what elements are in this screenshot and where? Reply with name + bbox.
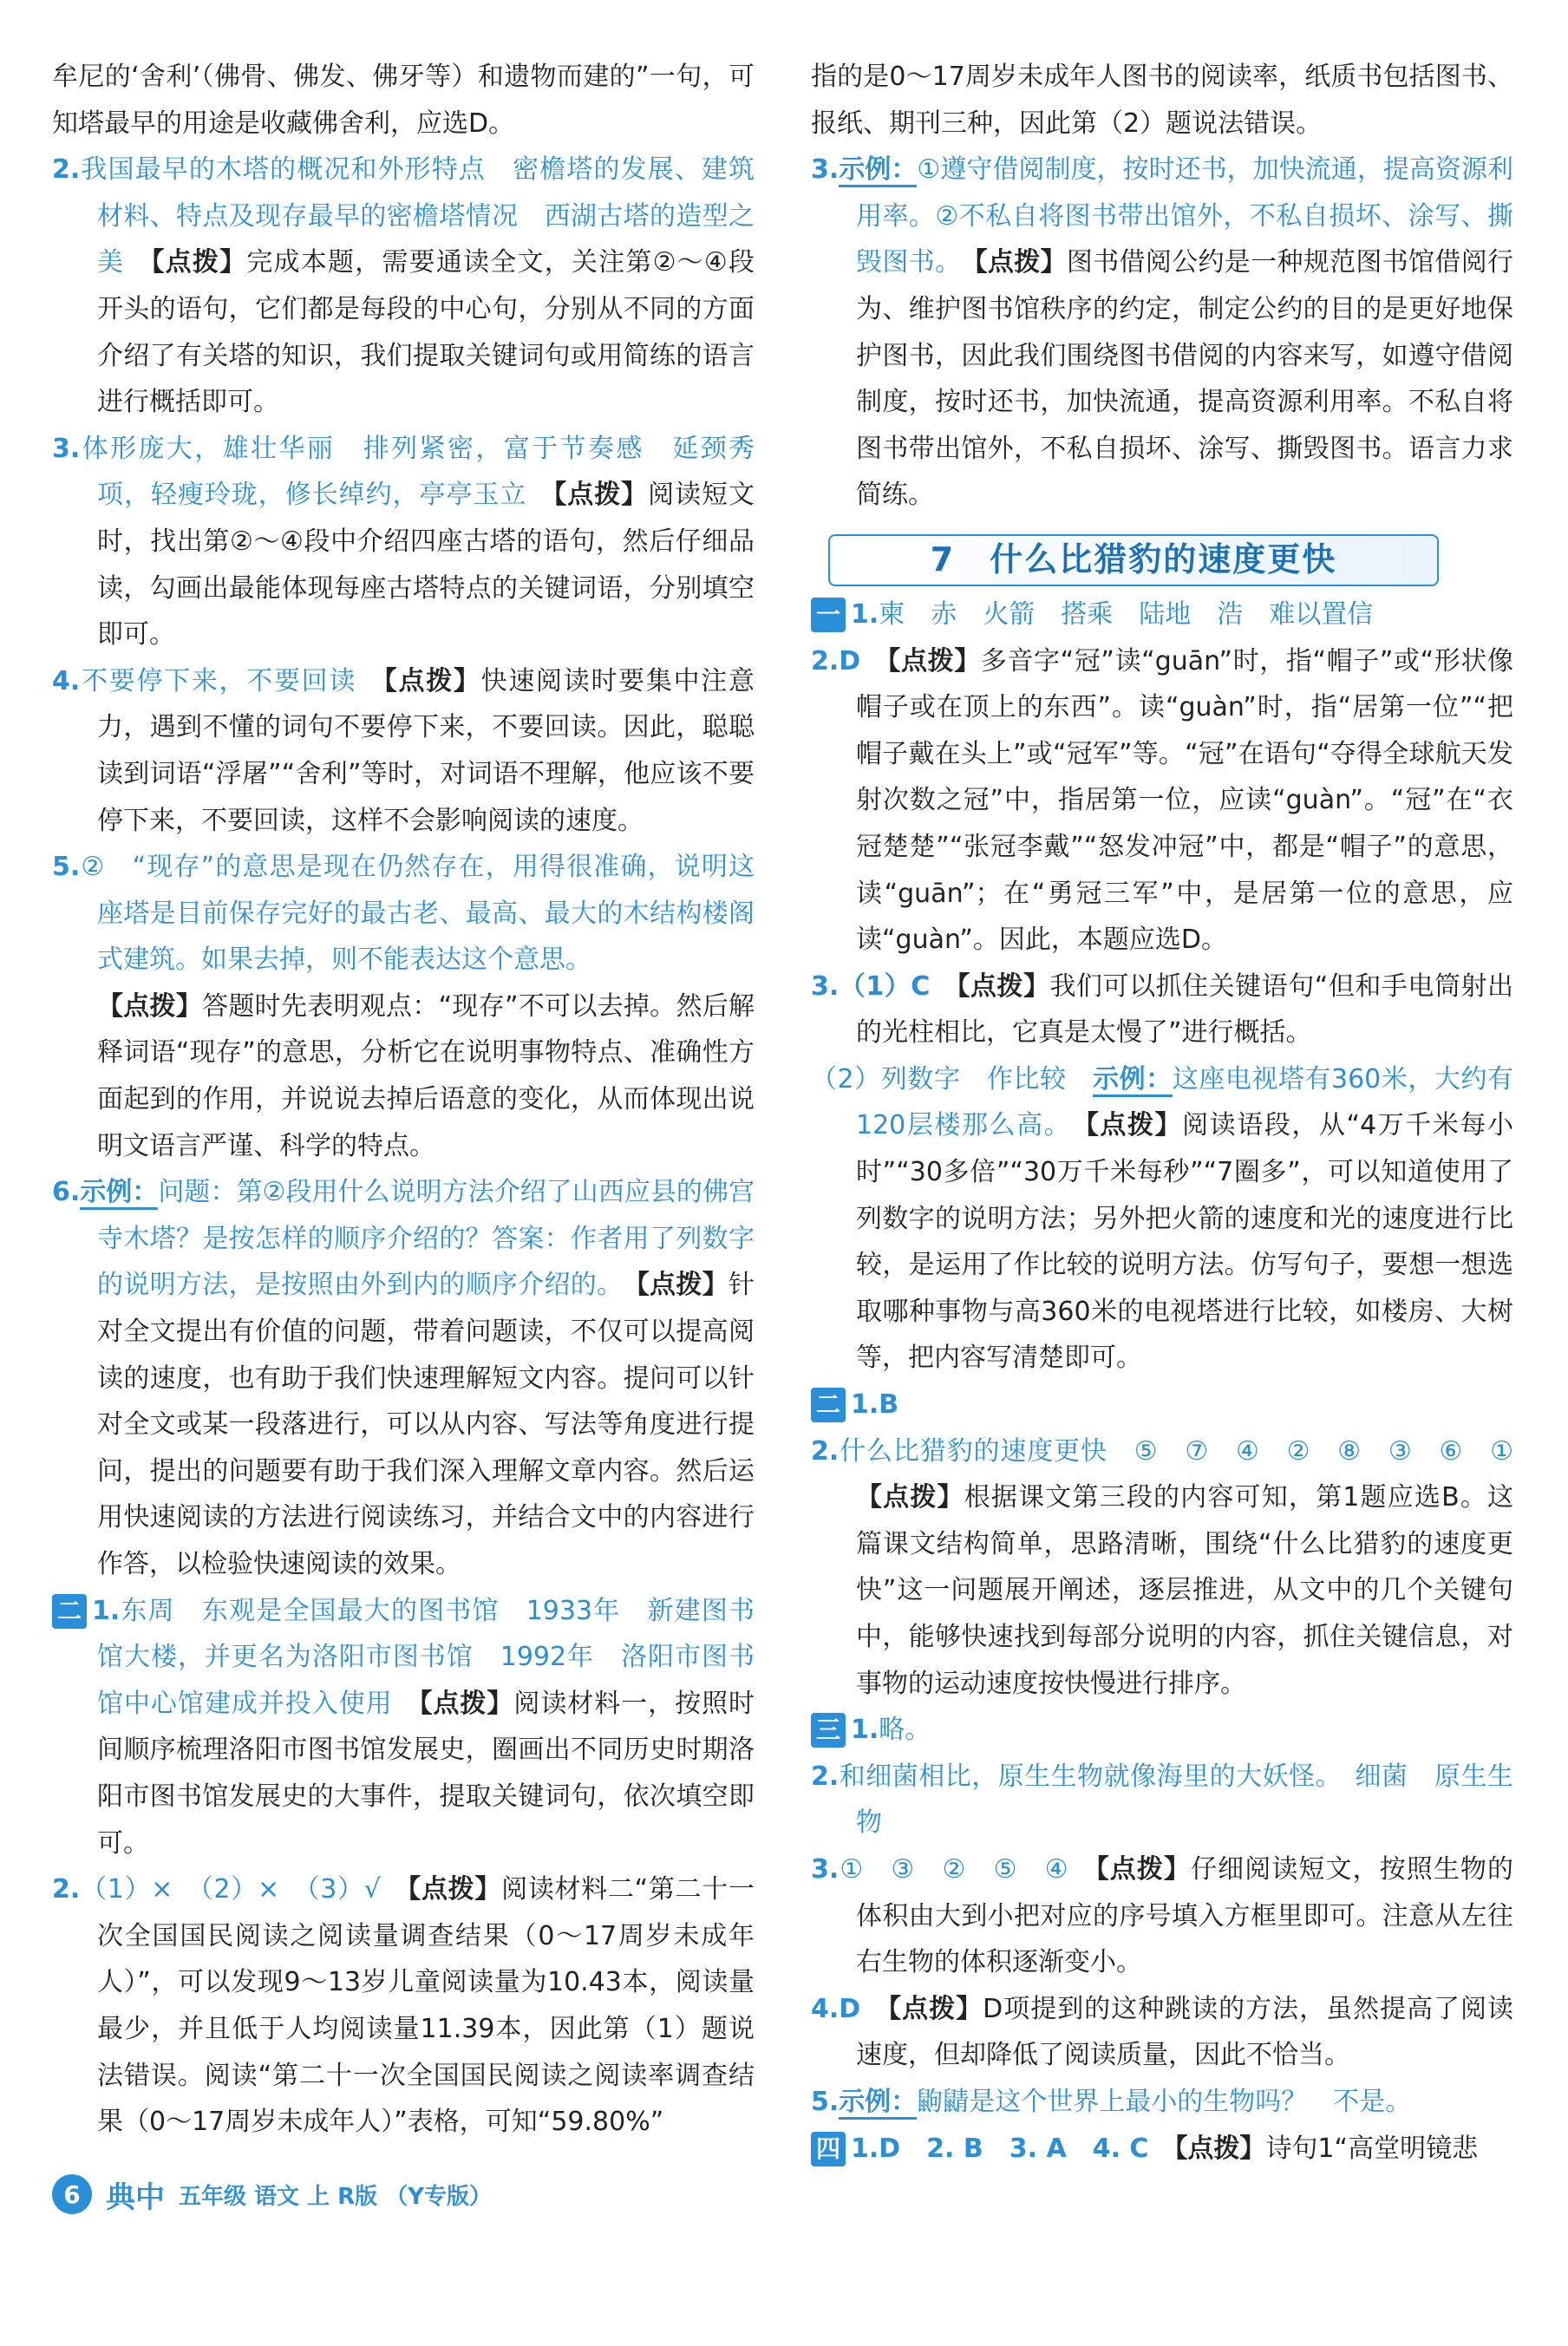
section-badge: 二 — [811, 1388, 846, 1422]
left-column — [52, 54, 755, 2146]
lesson-7-section-3-answer-4: 4.D 【点拨】D项提到的这种跳读的方法，虽然提高了阅读速度，但却降低了阅读质量，因此不恰当。 — [811, 1993, 1513, 2071]
lesson-7-section-2-answer-2: 2.什么比猎豹的速度更快 ⑤ ⑦ ④ ② ⑧ ③ ⑥ ① 【点拨】根据课文第三段的内容可知，第1题应选B。这篇课文结构简单，思路清晰，围绕“什么比猎豹的速度更快”这一问题展开阐述，逐层推进，从文中的几个关键句中，能够快速找到每部分说明的内容，抓住关键信息，对事物的运动速度按快慢进行排序。 — [811, 1435, 1514, 1699]
lesson-7-section-3-answer-5: 5.示例：鼩鼱是这个世界上最小的生物吗？ 不是。 — [811, 2079, 1513, 2126]
lesson-7-section-1-answer-3a: 3.（1）C 【点拨】我们可以抓住关键语句“但和手电筒射出的光柱相比，它真是太慢了”进行概括。 — [811, 970, 1514, 1049]
lesson-7-section-3-answer-1: 三 1.略。 — [811, 1707, 1513, 1754]
answer-2-tail: 指的是0～17周岁未成年人图书的阅读率，纸质书包括图书、报纸、期刊三种，因此第（2）题说法错误。 — [811, 62, 1513, 139]
lesson-7-section-3-answer-2: 2.和细菌相比，原生生物就像海里的大妖怪。 细菌 原生生物 — [811, 1761, 1513, 1839]
page-number: 6 — [52, 2174, 92, 2214]
lesson-7-section-1-answer-3b: （2）列数字 作比较 示例：这座电视塔有360米，大约有120层楼那么高。 【点拨】阅读语段，从“4万千米每小时”“30多倍”“30万千米每秒”“7圈多”，可以知道使用了列数字的说明方法；另外把火箭的速度和光的速度进行比较，是运用了作比较的说明方法。仿写句子，要想一想选取哪种事物与高360米的电视塔进行比较，如楼房、大树等，把内容写清楚即可。 — [811, 1063, 1514, 1374]
section-badge: 二 — [52, 1594, 87, 1629]
answer-2: 2.我国最早的木塔的概况和外形特点 密檐塔的发展、建筑材料、特点及现存最早的密檐塔情况 西湖古塔的造型之美 【点拨】完成本题，需要通读全文，关注第②～④段开头的语句，它们都是每段的中心句，分别从不同的方面介绍了有关塔的知识，我们提取关键词句或用简练的语言进行概括即可。 — [52, 154, 755, 418]
lesson-7-section-2-answer-1: 二 1.B — [811, 1382, 1513, 1428]
answer-3: 3.体形庞大，雄壮华丽 排列紧密，富于节奏感 延颈秀项，轻瘦玲珑，修长绰约，亭亭玉立 【点拨】阅读短文时，找出第②～④段中介绍四座古塔的语句，然后仔细品读，勾画出最能体现每座古塔特点的关键词语，分别填空即可。 — [52, 433, 755, 650]
section-badge: 三 — [811, 1713, 846, 1748]
section-2-answer-3: 3.示例：①遵守借阅制度，按时还书，加快流通，提高资源利用率。②不私自将图书带出馆外，不私自损坏、涂写、撕毁图书。 【点拨】图书借阅公约是一种规范图书馆借阅行为、维护图书馆秩序的约定，制定公约的目的是更好地保护图书，因此我们围绕图书借阅的内容来写，如遵守借阅制度，按时还书，加快流通，提高资源利用率。不私自将图书带出馆外，不私自损坏、涂写、撕毁图书。语言力求简练。 — [811, 154, 1514, 511]
right-column — [811, 54, 1513, 2172]
page-footer — [52, 2168, 492, 2220]
section-2-answer-1: 二 1.东周 东观是全国最大的图书馆 1933年 新建图书馆大楼，并更名为洛阳市图书馆 1992年 洛阳市图书馆中心馆建成并投入使用 【点拨】阅读材料一，按照时间顺序梳理洛阳市图书馆发展史，圈画出不同历史时期洛阳市图书馆发展史的大事件，提取关键词句，依次填空即可。 — [52, 1588, 755, 1867]
section-2-answer-2: 2.（1）× （2）× （3）√ 【点拨】阅读材料二“第二十一次全国国民阅读之阅读量调查结果（0～17周岁未成年人）”，可以发现9～13岁儿童阅读量为10.43本，阅读量最少，并且低于人均阅读量11.39本，因此第（1）题说法错误。阅读“第二十一次全国国民阅读之阅读率调查结果（0～17周岁未成年人）”表格，可知“59.80%” — [52, 1874, 755, 2138]
answer-5: 5.② “现存”的意思是现在仍然存在，用得很准确，说明这座塔是目前保存完好的最古老、最高、最大的木结构楼阁式建筑。如果去掉，则不能表达这个意思。 【点拨】答题时先表明观点：“现存”不可以去掉。然后解释词语“现存”的意思，分析它在说明事物特点、准确性方面起到的作用，并说说去掉后语意的变化，从而体现出说明文语言严谨、科学的特点。 — [52, 852, 755, 1161]
answer-1-tail: 牟尼的‘舍利’（佛骨、佛发、佛牙等）和遗物而建的”一句，可知塔最早的用途是收藏佛舍利，应选D。 — [52, 62, 755, 139]
book-info: 五年级 语文 上 R版 （Y专版） — [179, 2183, 493, 2210]
section-badge: 四 — [811, 2132, 846, 2166]
answer-6: 6.示例：问题：第②段用什么说明方法介绍了山西应县的佛宫寺木塔？是按怎样的顺序介绍的？答案：作者用了列数字的说明方法，是按照由外到内的顺序介绍的。 【点拨】针对全文提出有价值的问题，带着问题读，不仅可以提高阅读的速度，也有助于我们快速理解短文内容。提问可以针对全文或某一段落进行，可以从内容、写法等角度进行提问，提出的问题要有助于我们深入理解文章内容。然后运用快速阅读的方法进行阅读练习，并结合文中的内容进行作答，以检验快速阅读的效果。 — [52, 1177, 755, 1579]
answer-4: 4.不要停下来，不要回读 【点拨】快速阅读时要集中注意力，遇到不懂的词句不要停下来，不要回读。因此，聪聪读到词语“浮屠”“舍利”等时，对词语不理解，他应该不要停下来，不要回读，这样不会影响阅读的速度。 — [52, 665, 755, 836]
lesson-title: 7 什么比猎豹的速度更快 — [828, 534, 1439, 586]
lesson-7-section-1-answer-2: 2.D 【点拨】多音字“冠”读“guān”时，指“帽子”或“形状像帽子或在顶上的东西”。读“guàn”时，指“居第一位”“把帽子戴在头上”或“冠军”等。“冠”在语句“夺得全球航天发射次数之冠”中，指居第一位，应读“guàn”。“冠”在“衣冠楚楚”“张冠李戴”“怒发冲冠”中，都是“帽子”的意思，读“guān”；在“勇冠三军”中，是居第一位的意思，应读“guàn”。因此，本题应选D。 — [811, 645, 1514, 956]
brand-logo: 典中 — [106, 2179, 165, 2215]
lesson-7-section-1-answer-1: 一 1.柬 赤 火箭 搭乘 陆地 浩 难以置信 — [811, 591, 1513, 638]
section-badge: 一 — [811, 598, 846, 632]
lesson-7-section-3-answer-3: 3.① ③ ② ⑤ ④ 【点拨】仔细阅读短文，按照生物的体积由大到小把对应的序号填入方框里即可。注意从左往右生物的体积逐渐变小。 — [811, 1853, 1514, 1978]
lesson-7-section-4-answers: 四 1.D 2. B 3. A 4. C 【点拨】诗句1“高堂明镜悲 — [811, 2126, 1513, 2173]
